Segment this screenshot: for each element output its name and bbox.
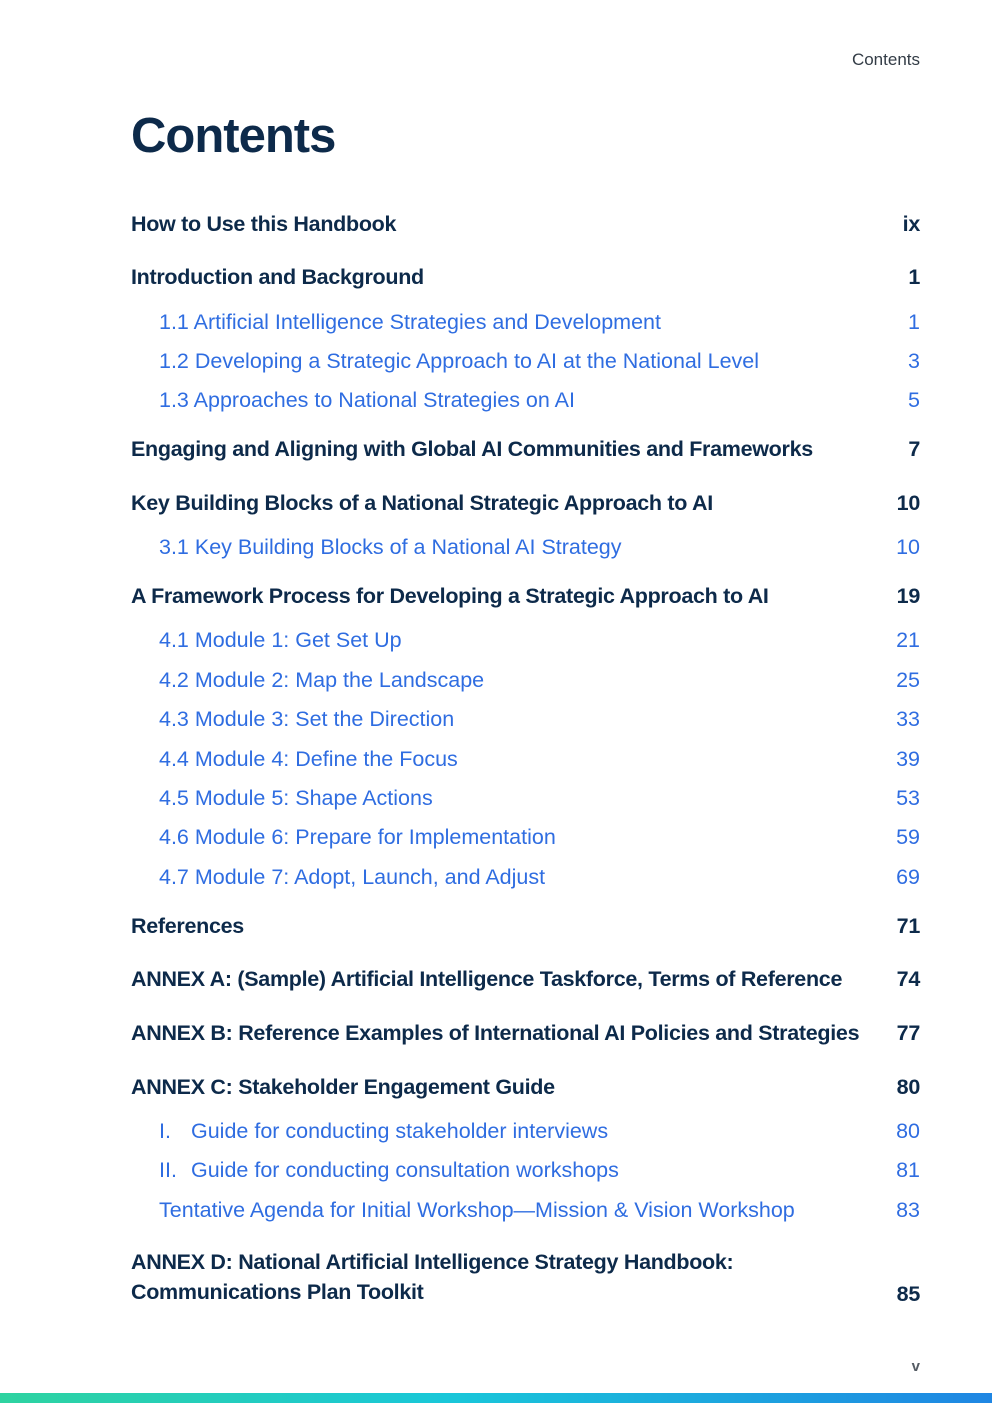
toc-entry-page-number[interactable]: 85 [896, 1282, 920, 1306]
toc-entry-label[interactable]: 1.3 Approaches to National Strategies on AI [159, 388, 575, 412]
bottom-gradient-bar [0, 1393, 992, 1403]
toc-entry-main[interactable] [131, 584, 920, 609]
toc-entry-main[interactable] [131, 437, 920, 462]
toc-entry-main[interactable] [131, 265, 920, 290]
toc-entry-label[interactable]: 4.6 Module 6: Prepare for Implementation [159, 825, 556, 849]
toc-entry-sub[interactable] [131, 1158, 920, 1183]
toc-entry-label[interactable]: ANNEX C: Stakeholder Engagement Guide [131, 1075, 555, 1099]
toc-entry-label[interactable]: 4.3 Module 3: Set the Direction [159, 707, 455, 731]
toc-entry-label[interactable]: How to Use this Handbook [131, 212, 397, 236]
toc-entry-sub[interactable] [131, 668, 920, 693]
toc-entry-page-number[interactable]: 33 [896, 707, 920, 731]
toc-entry-label[interactable] [131, 1158, 619, 1183]
toc-entry-label[interactable] [131, 1247, 733, 1307]
toc-entry-page-number[interactable]: 74 [896, 967, 920, 991]
toc-entry-numeral: I. [159, 1119, 171, 1143]
toc-entry-label[interactable]: ANNEX A: (Sample) Artificial Intelligence Taskforce, Terms of Reference [131, 967, 843, 991]
toc-entry-numeral: II. [159, 1158, 177, 1182]
toc-entry-label[interactable]: 4.7 Module 7: Adopt, Launch, and Adjust [159, 865, 546, 889]
toc-entry-page-number[interactable]: 1 [908, 265, 920, 289]
toc-entry-page-number[interactable]: 53 [896, 786, 920, 810]
toc-entry-label[interactable]: Key Building Blocks of a National Strategic Approach to AI [131, 491, 713, 515]
toc-entry-sub[interactable] [131, 349, 920, 374]
toc-entry-page-number[interactable]: 1 [908, 310, 920, 334]
toc-entry-sub[interactable] [131, 865, 920, 890]
toc-entry-label[interactable]: References [131, 914, 244, 938]
toc-entry-page-number[interactable]: 77 [896, 1021, 920, 1045]
toc-entry-page-number[interactable]: 5 [908, 388, 920, 412]
toc-entry-label[interactable]: Engaging and Aligning with Global AI Communities and Frameworks [131, 437, 813, 461]
toc-entry-label[interactable]: Introduction and Background [131, 265, 424, 289]
toc-entry-sub[interactable] [131, 786, 920, 811]
toc-entry-page-number[interactable]: 10 [896, 535, 920, 559]
toc-entry-sub[interactable] [131, 1198, 920, 1223]
toc-entry-main[interactable] [131, 212, 920, 237]
page-title: Contents [131, 109, 336, 163]
toc-entry-label[interactable]: 4.2 Module 2: Map the Landscape [159, 668, 485, 692]
toc-entry-sub[interactable] [131, 310, 920, 335]
toc-entry-page-number[interactable]: 7 [908, 437, 920, 461]
toc-entry-label[interactable]: 1.1 Artificial Intelligence Strategies and Development [159, 310, 661, 334]
toc-entry-page-number[interactable]: 59 [896, 825, 920, 849]
toc-entry-label[interactable]: A Framework Process for Developing a Strategic Approach to AI [131, 584, 769, 608]
toc-entry-label[interactable]: 4.5 Module 5: Shape Actions [159, 786, 433, 810]
toc-entry-sub[interactable] [131, 747, 920, 772]
toc-entry-label[interactable]: 4.4 Module 4: Define the Focus [159, 747, 458, 771]
toc-entry-page-number[interactable]: ix [902, 212, 920, 236]
toc-entry-page-number[interactable]: 71 [896, 914, 920, 938]
toc-entry-page-number[interactable]: 39 [896, 747, 920, 771]
toc-entry-main[interactable] [131, 1247, 920, 1307]
toc-entry-sub[interactable] [131, 1119, 920, 1144]
toc-entry-main[interactable] [131, 491, 920, 516]
toc-entry-label[interactable]: 4.1 Module 1: Get Set Up [159, 628, 402, 652]
toc-entry-text: Guide for conducting stakeholder interviews [191, 1119, 609, 1143]
toc-entry-main[interactable] [131, 1075, 920, 1100]
toc-entry-page-number[interactable]: 69 [896, 865, 920, 889]
toc-entry-page-number[interactable]: 25 [896, 668, 920, 692]
toc-entry-sub[interactable] [131, 707, 920, 732]
toc-entry-page-number[interactable]: 19 [896, 584, 920, 608]
toc-entry-page-number[interactable]: 81 [896, 1158, 920, 1182]
running-header: Contents [851, 50, 920, 69]
toc-entry-page-number[interactable]: 10 [896, 491, 920, 515]
toc-entry-page-number[interactable]: 83 [896, 1198, 920, 1222]
toc-entry-label[interactable]: 1.2 Developing a Strategic Approach to AI at the National Level [159, 349, 760, 373]
toc-entry-label[interactable]: ANNEX B: Reference Examples of International AI Policies and Strategies [131, 1021, 860, 1045]
toc-entry-label[interactable]: Tentative Agenda for Initial Workshop—Mission & Vision Workshop [159, 1198, 795, 1222]
toc-entry-page-number[interactable]: 3 [908, 349, 920, 373]
toc-entry-main[interactable] [131, 914, 920, 939]
toc-entry-sub[interactable] [131, 825, 920, 850]
toc-entry-page-number[interactable]: 80 [896, 1075, 920, 1099]
toc-entry-page-number[interactable]: 80 [896, 1119, 920, 1143]
page-number: v [911, 1358, 920, 1375]
toc-entry-sub[interactable] [131, 628, 920, 653]
toc-entry-label-line: ANNEX D: National Artificial Intelligence Strategy Handbook: [131, 1250, 734, 1274]
toc-entry-main[interactable] [131, 1021, 920, 1046]
toc-entry-label[interactable]: 3.1 Key Building Blocks of a National AI Strategy [159, 535, 622, 559]
toc-entry-text: Guide for conducting consultation workshops [191, 1158, 619, 1182]
toc-entry-label-line: Communications Plan Toolkit [131, 1280, 424, 1304]
toc-entry-page-number[interactable]: 21 [896, 628, 920, 652]
toc-entry-sub[interactable] [131, 388, 920, 413]
toc-entry-main[interactable] [131, 967, 920, 992]
toc-entry-label[interactable] [131, 1119, 608, 1144]
toc-entry-sub[interactable] [131, 535, 920, 560]
